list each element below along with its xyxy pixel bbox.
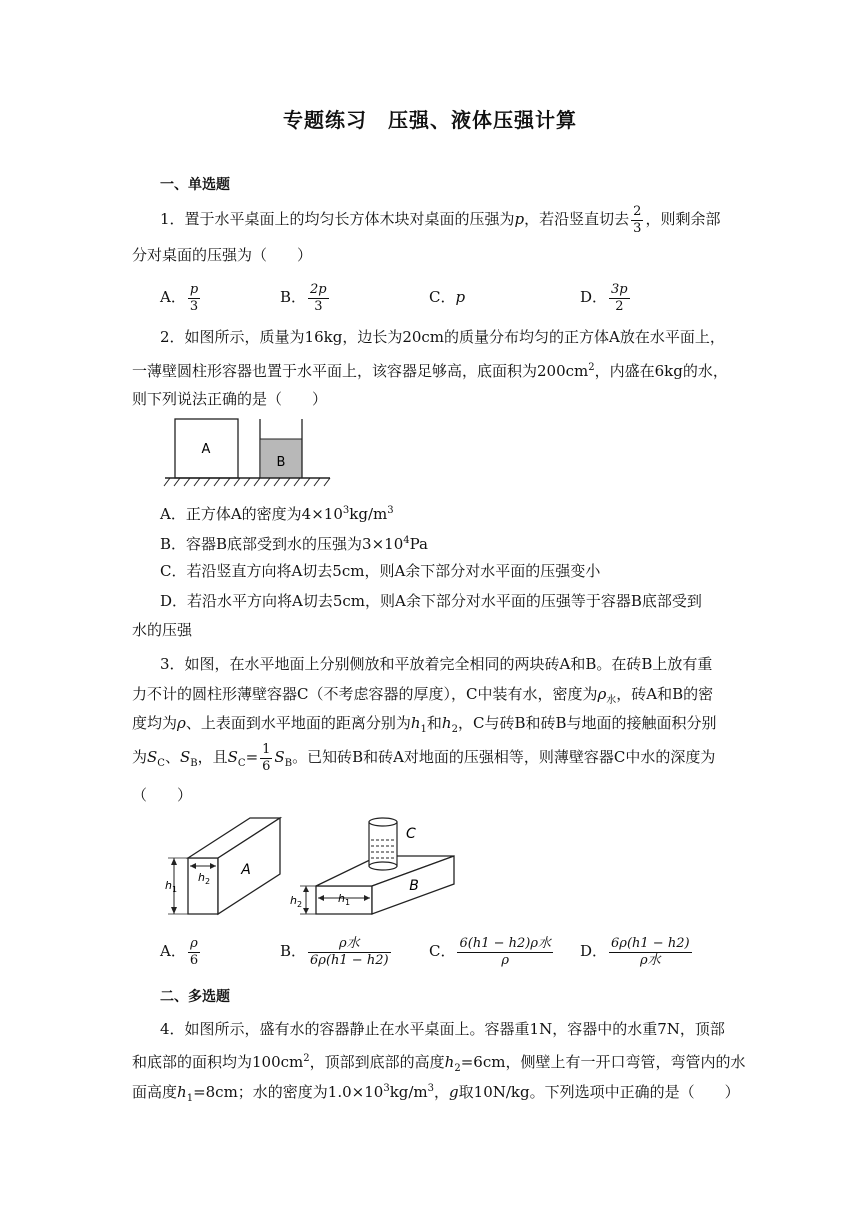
q3-option-b[interactable]: B． $\frac{\text{ρ水}}{6\rho(h1 - h2)}$ bbox=[280, 935, 389, 968]
q2-option-c[interactable]: C．若沿竖直方向将A切去5cm，则A余下部分对水平面的压强变小 bbox=[160, 562, 601, 580]
question-3-line-5: （ ） bbox=[132, 786, 193, 804]
fraction-two-thirds: $\frac{2}{3}$ bbox=[633, 203, 642, 236]
figure-bricks-and-container bbox=[160, 810, 480, 920]
q3-option-a[interactable]: A． $\frac{\rho}{6}$ bbox=[160, 935, 199, 968]
ground-hatching bbox=[164, 478, 330, 486]
section-heading-multi: 二、多选题 bbox=[160, 989, 230, 1005]
section-heading-single: 一、单选题 bbox=[160, 177, 230, 193]
question-4-line-3: 面高度$h_1=8cm$；水的密度为$1.0\times 10^3kg/m^3$，g取10N/kg。下列选项中正确的是（ ） bbox=[132, 1083, 740, 1104]
container-c bbox=[369, 818, 397, 870]
brick-a-label: A bbox=[241, 862, 251, 878]
q3-option-c[interactable]: C． $\frac{\text{6(h1 − h2)ρ水}}{\rho}$ bbox=[429, 935, 551, 968]
container-b-label: B bbox=[276, 455, 286, 470]
container-c-label: C bbox=[406, 826, 416, 842]
question-1-line-2: 分对桌面的压强为（ ） bbox=[132, 246, 313, 264]
q2-option-b[interactable]: B．容器B底部受到水的压强为$3\times 10^4Pa$ bbox=[160, 535, 428, 553]
question-3-line-4: 为$S_C$、$S_B$，且$S_C=$ $\frac{1}{6}$ $S_B$。已知砖B和砖A对地面的压强相等，则薄壁容器C中水的深度为 bbox=[132, 741, 716, 774]
cube-a-label: A bbox=[201, 442, 211, 457]
question-3-line-3: 度均为ρ、上表面到水平地面的距离分别为$h_1$和$h_2$，C与砖B和砖B与地面的接触面积分别 bbox=[132, 714, 717, 735]
q3-option-d[interactable]: D． $\frac{6\rho(h1 - h2)}{\text{ρ水}}$ bbox=[580, 935, 690, 968]
q1-option-a[interactable]: A． $\frac{p}{3}$ bbox=[160, 281, 199, 314]
question-3-line-2: 力不计的圆柱形薄壁容器C（不考虑容器的厚度），C中装有水，密度为$\rho_水$，砖A和B的密 bbox=[132, 685, 714, 706]
question-2-line-1: 2．如图所示，质量为16kg，边长为20cm的质量分布均匀的正方体A放在水平面上， bbox=[160, 328, 725, 346]
question-1-line-1: 1．置于水平桌面上的均匀长方体木块对桌面的压强为p，若沿竖直切去 $\frac{2}{3}$ ，则剩余部 bbox=[160, 203, 721, 236]
brick-b-label: B bbox=[409, 878, 419, 894]
question-3-line-1: 3．如图，在水平地面上分别侧放和平放着完全相同的两块砖A和B。在砖B上放有重 bbox=[160, 655, 713, 673]
question-4-line-2: 和底部的面积均为$100cm^2$，顶部到底部的高度$h_2=6cm$，侧壁上有一开口弯管，弯管内的水 bbox=[132, 1053, 746, 1074]
label-h1-left: $h_1$ bbox=[165, 879, 178, 894]
q2-option-d-cont: 水的压强 bbox=[132, 621, 193, 639]
q1-option-b[interactable]: B． $\frac{2p}{3}$ bbox=[280, 281, 327, 314]
figure-cube-and-container bbox=[160, 415, 335, 495]
q1-option-c[interactable]: C．p bbox=[429, 288, 466, 306]
q2-option-d[interactable]: D．若沿水平方向将A切去5cm，则A余下部分对水平面的压强等于容器B底部受到 bbox=[160, 592, 702, 610]
label-h2-b: $h_2$ bbox=[290, 894, 303, 909]
q2-option-a[interactable]: A．正方体A的密度为$4\times 10^3kg/m^3$ bbox=[160, 505, 394, 523]
q1-option-d[interactable]: D． $\frac{3p}{2}$ bbox=[580, 281, 628, 314]
question-2-line-2: 一薄壁圆柱形容器也置于水平面上，该容器足够高，底面积为$200cm^2$，内盛在6kg的水， bbox=[132, 362, 728, 380]
label-h2-top: $h_2$ bbox=[198, 871, 211, 886]
label-h1-b: $h_1$ bbox=[338, 892, 351, 907]
question-2-line-3: 则下列说法正确的是（ ） bbox=[132, 390, 328, 408]
page-title: 专题练习 压强、液体压强计算 bbox=[283, 108, 577, 132]
question-4-line-1: 4．如图所示，盛有水的容器静止在水平桌面上。容器重1N，容器中的水重7N，顶部 bbox=[160, 1020, 725, 1038]
